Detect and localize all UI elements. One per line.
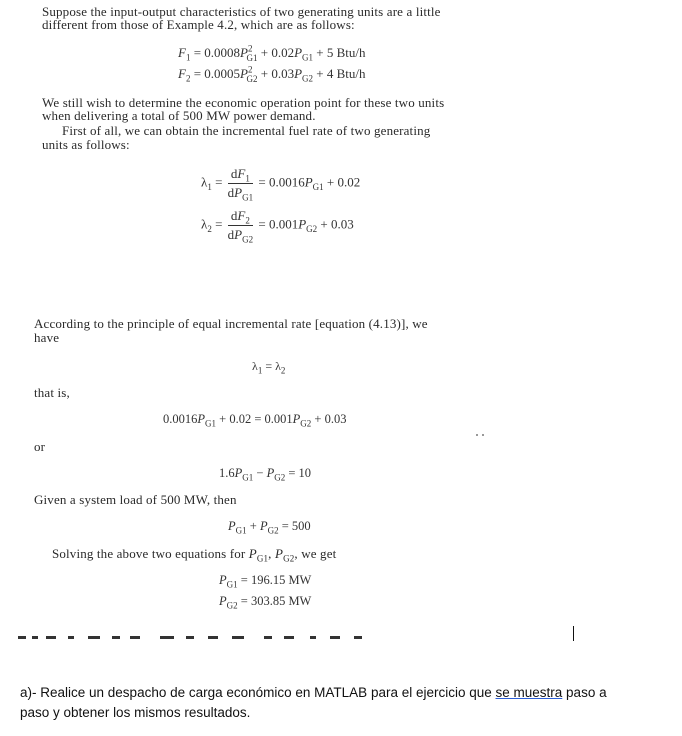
para2-line-3: First of all, we can obtain the incremental fuel rate of two generating (62, 123, 431, 138)
text-cursor (573, 626, 574, 641)
lambda-equality: $\lambda_1 = \lambda_2$ (252, 359, 286, 376)
equal-rate-equation: $0.0016P_{G1} + 0.02 = 0.001P_{G2} + 0.03$ (163, 412, 347, 429)
task-line-2: paso y obtener los mismos resultados. (20, 705, 251, 720)
given-text: Given a system load of 500 MW, then (34, 492, 237, 507)
para2-line-2: when delivering a total of 500 MW power demand. (42, 108, 316, 123)
para2-line-1: We still wish to determine the economic operation point for these two units (42, 95, 445, 110)
intro-line-2: different from those of Example 4.2, which are as follows: (42, 17, 355, 32)
reduced-equation: $1.6P_{G1} - P_{G2} = 10$ (219, 466, 312, 483)
speck-mark (476, 434, 478, 436)
result-pg1: $P_{G1} = 196.15$ MW (219, 573, 312, 590)
speck-mark (482, 434, 484, 436)
task-line-1: a)- Realice un despacho de carga económico en MATLAB para el ejercicio que se muestra paso a (20, 685, 607, 700)
solving-text: Solving the above two equations for $P_{G1}$, $P_{G2}$, we get (52, 546, 337, 564)
fuel-equation-2: $F_2 = 0.0005P^2_{G2} + 0.03P_{G2} + 4$ Btu/h (178, 64, 366, 84)
that-is-text: that is, (34, 385, 70, 400)
intro-line-1: Suppose the input-output characteristics of two generating units are a little (42, 4, 441, 19)
para3-line-1: According to the principle of equal incremental rate [equation (4.13)], we (34, 316, 428, 331)
or-text: or (34, 439, 46, 454)
lambda-2-equation: $\lambda_2$ = $\frac{dF_2}{dP_{G2}}$ = $0.001P_{G2} + 0.03$ (201, 208, 354, 245)
fuel-equation-1: $F_1 = 0.0008P^2_{G1} + 0.02P_{G1} + 5$ Btu/h (178, 43, 366, 63)
lambda-1-equation: $\lambda_1$ = $\frac{dF_1}{dP_{G1}}$ = $0.0016P_{G1} + 0.02$ (201, 166, 361, 203)
result-pg2: $P_{G2} = 303.85$ MW (219, 594, 312, 611)
sum-equation: $P_{G1} + P_{G2} = 500$ (228, 519, 311, 536)
para2-line-4: units as follows: (42, 137, 130, 152)
para3-line-2: have (34, 330, 60, 345)
cropped-heading-fragment (18, 636, 378, 644)
